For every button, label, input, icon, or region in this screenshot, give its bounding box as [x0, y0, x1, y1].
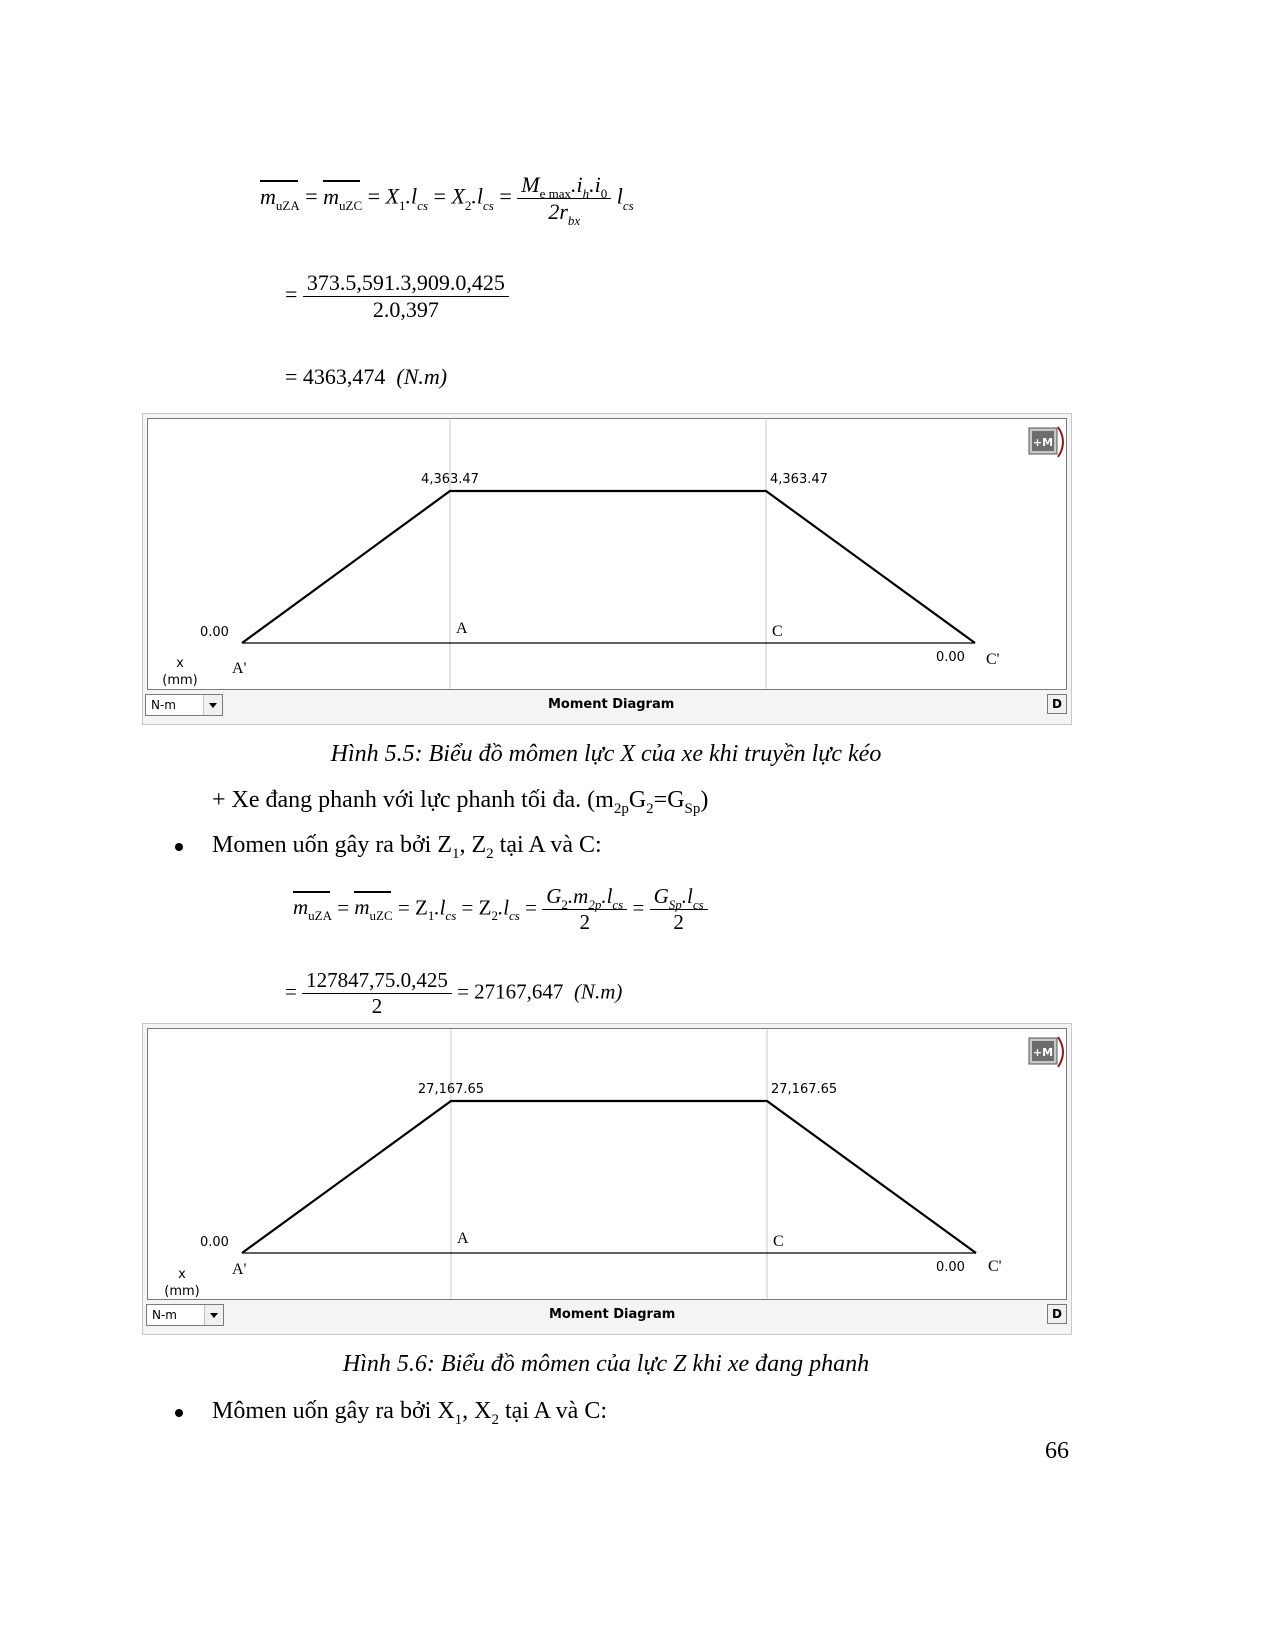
- formula-2-fraction-1: $\frac{G_2.m_{2p}.l_{cs}}{2}$: [542, 884, 627, 935]
- point-label-a: A: [457, 1230, 469, 1247]
- formula-2-lhs-a: $m_{uZA}$: [293, 895, 333, 924]
- start-value-label: 0.00: [200, 625, 229, 640]
- bullet-dot: [175, 1409, 183, 1417]
- axis-unit-label: (mm): [164, 1284, 200, 1299]
- point-label-c-prime: C': [988, 1258, 1002, 1275]
- peak-label-c: 27,167.65: [771, 1082, 838, 1097]
- svg-text:+M: +M: [1032, 1046, 1054, 1059]
- moment-diagram-plot-2: [147, 1028, 1067, 1300]
- d-button[interactable]: D: [1047, 694, 1067, 714]
- point-label-c: C: [772, 623, 783, 640]
- point-label-c: C: [773, 1233, 784, 1250]
- unit-select[interactable]: N-m: [145, 694, 223, 716]
- formula-1-calc: = $\frac{373.5,591.3,909.0,425}{2.0,397}$: [285, 270, 509, 323]
- formula-1-fraction: $\frac{M_{e max}.i_h.i_0}{2r_{bx}}$: [517, 172, 611, 225]
- start-value-label: 0.00: [200, 1235, 229, 1250]
- formula-2-calc-fraction: $\frac{127847,75.0,425}{2}$: [302, 968, 452, 1019]
- moment-diagram-plot-1: [147, 418, 1067, 690]
- page-number: 66: [1045, 1438, 1069, 1464]
- peak-label-a: 4,363.47: [421, 472, 479, 487]
- braking-line: + Xe đang phanh với lực phanh tối đa. $(m_{2p}G_2=G_{Sp})$: [212, 787, 709, 817]
- point-label-a-prime: A': [232, 660, 247, 677]
- figure-caption-2: Hình 5.6: Biểu đồ mômen của lực Z khi xe đang phanh: [342, 1351, 870, 1377]
- formula-2-fraction-2: $\frac{G_{Sp}.l_{cs}}{2}$: [650, 884, 708, 935]
- formula-2-calc: = $\frac{127847,75.0,425}{2}$ = 27167,647 (N.m): [285, 968, 623, 1018]
- add-moment-button[interactable]: [1028, 425, 1062, 459]
- formula-1-calc-fraction: $\frac{373.5,591.3,909.0,425}{2.0,397}$: [303, 270, 509, 323]
- formula-1-lhs-a: $m_{uZA}$: [260, 183, 300, 213]
- svg-text:+M: +M: [1032, 436, 1054, 449]
- peak-label-a: 27,167.65: [417, 1082, 485, 1097]
- bullet-text-1: Momen uốn gây ra bởi $Z_1$, $Z_2$ tại A và C:: [212, 832, 602, 862]
- axis-x-label: x: [176, 656, 184, 671]
- formula-2-lhs-b: $m_{uZC}$: [354, 895, 393, 924]
- chevron-down-icon[interactable]: [203, 695, 222, 715]
- chart-title: Moment Diagram: [549, 1307, 676, 1322]
- point-label-a-prime: A': [232, 1261, 247, 1278]
- point-label-a: A: [456, 620, 468, 637]
- unit-select[interactable]: N-m: [146, 1304, 224, 1326]
- formula-1-result: = 4363,474 (N.m): [285, 364, 448, 389]
- end-value-label: 0.00: [936, 1260, 965, 1275]
- bullet-dot: [175, 843, 183, 851]
- d-button[interactable]: D: [1047, 1304, 1067, 1324]
- chevron-down-icon[interactable]: [204, 1305, 223, 1325]
- point-label-c-prime: C': [986, 651, 1000, 668]
- bullet-text-2: Mômen uốn gây ra bởi $X_1$, $X_2$ tại A và C:: [212, 1398, 607, 1428]
- figure-caption-1: Hình 5.5: Biểu đồ mômen lực X của xe khi truyền lực kéo: [330, 741, 882, 767]
- moment-diagram-panel-1: [142, 413, 1072, 725]
- moment-diagram-panel-2: [142, 1023, 1072, 1335]
- axis-x-label: x: [178, 1267, 186, 1282]
- moment-chart-1: [148, 419, 1066, 689]
- end-value-label: 0.00: [936, 650, 965, 665]
- moment-curve: [242, 491, 975, 643]
- formula-1: $m_{uZA} = m_{uZC} = X_1.l_{cs} = X_2.l_{cs}$ = $\frac{M_{e max}.i_h.i_0}{2r_{bx}}$ $l_{cs}$: [260, 172, 634, 228]
- formula-1-lhs-b: $m_{uZC}$: [323, 183, 363, 213]
- axis-unit-label: (mm): [162, 673, 198, 688]
- moment-chart-2: [148, 1029, 1066, 1299]
- chart-title: Moment Diagram: [548, 697, 675, 712]
- formula-2: $m_{uZA} = m_{uZC} = Z_1.l_{cs} = Z_2.l_{cs}$ = $\frac{G_2.m_{2p}.l_{cs}}{2}$ = $\frac{G_{Sp}.l_{cs}}{2}$: [293, 884, 708, 935]
- add-moment-button[interactable]: [1028, 1035, 1062, 1069]
- peak-label-c: 4,363.47: [770, 472, 828, 487]
- moment-curve: [242, 1101, 976, 1253]
